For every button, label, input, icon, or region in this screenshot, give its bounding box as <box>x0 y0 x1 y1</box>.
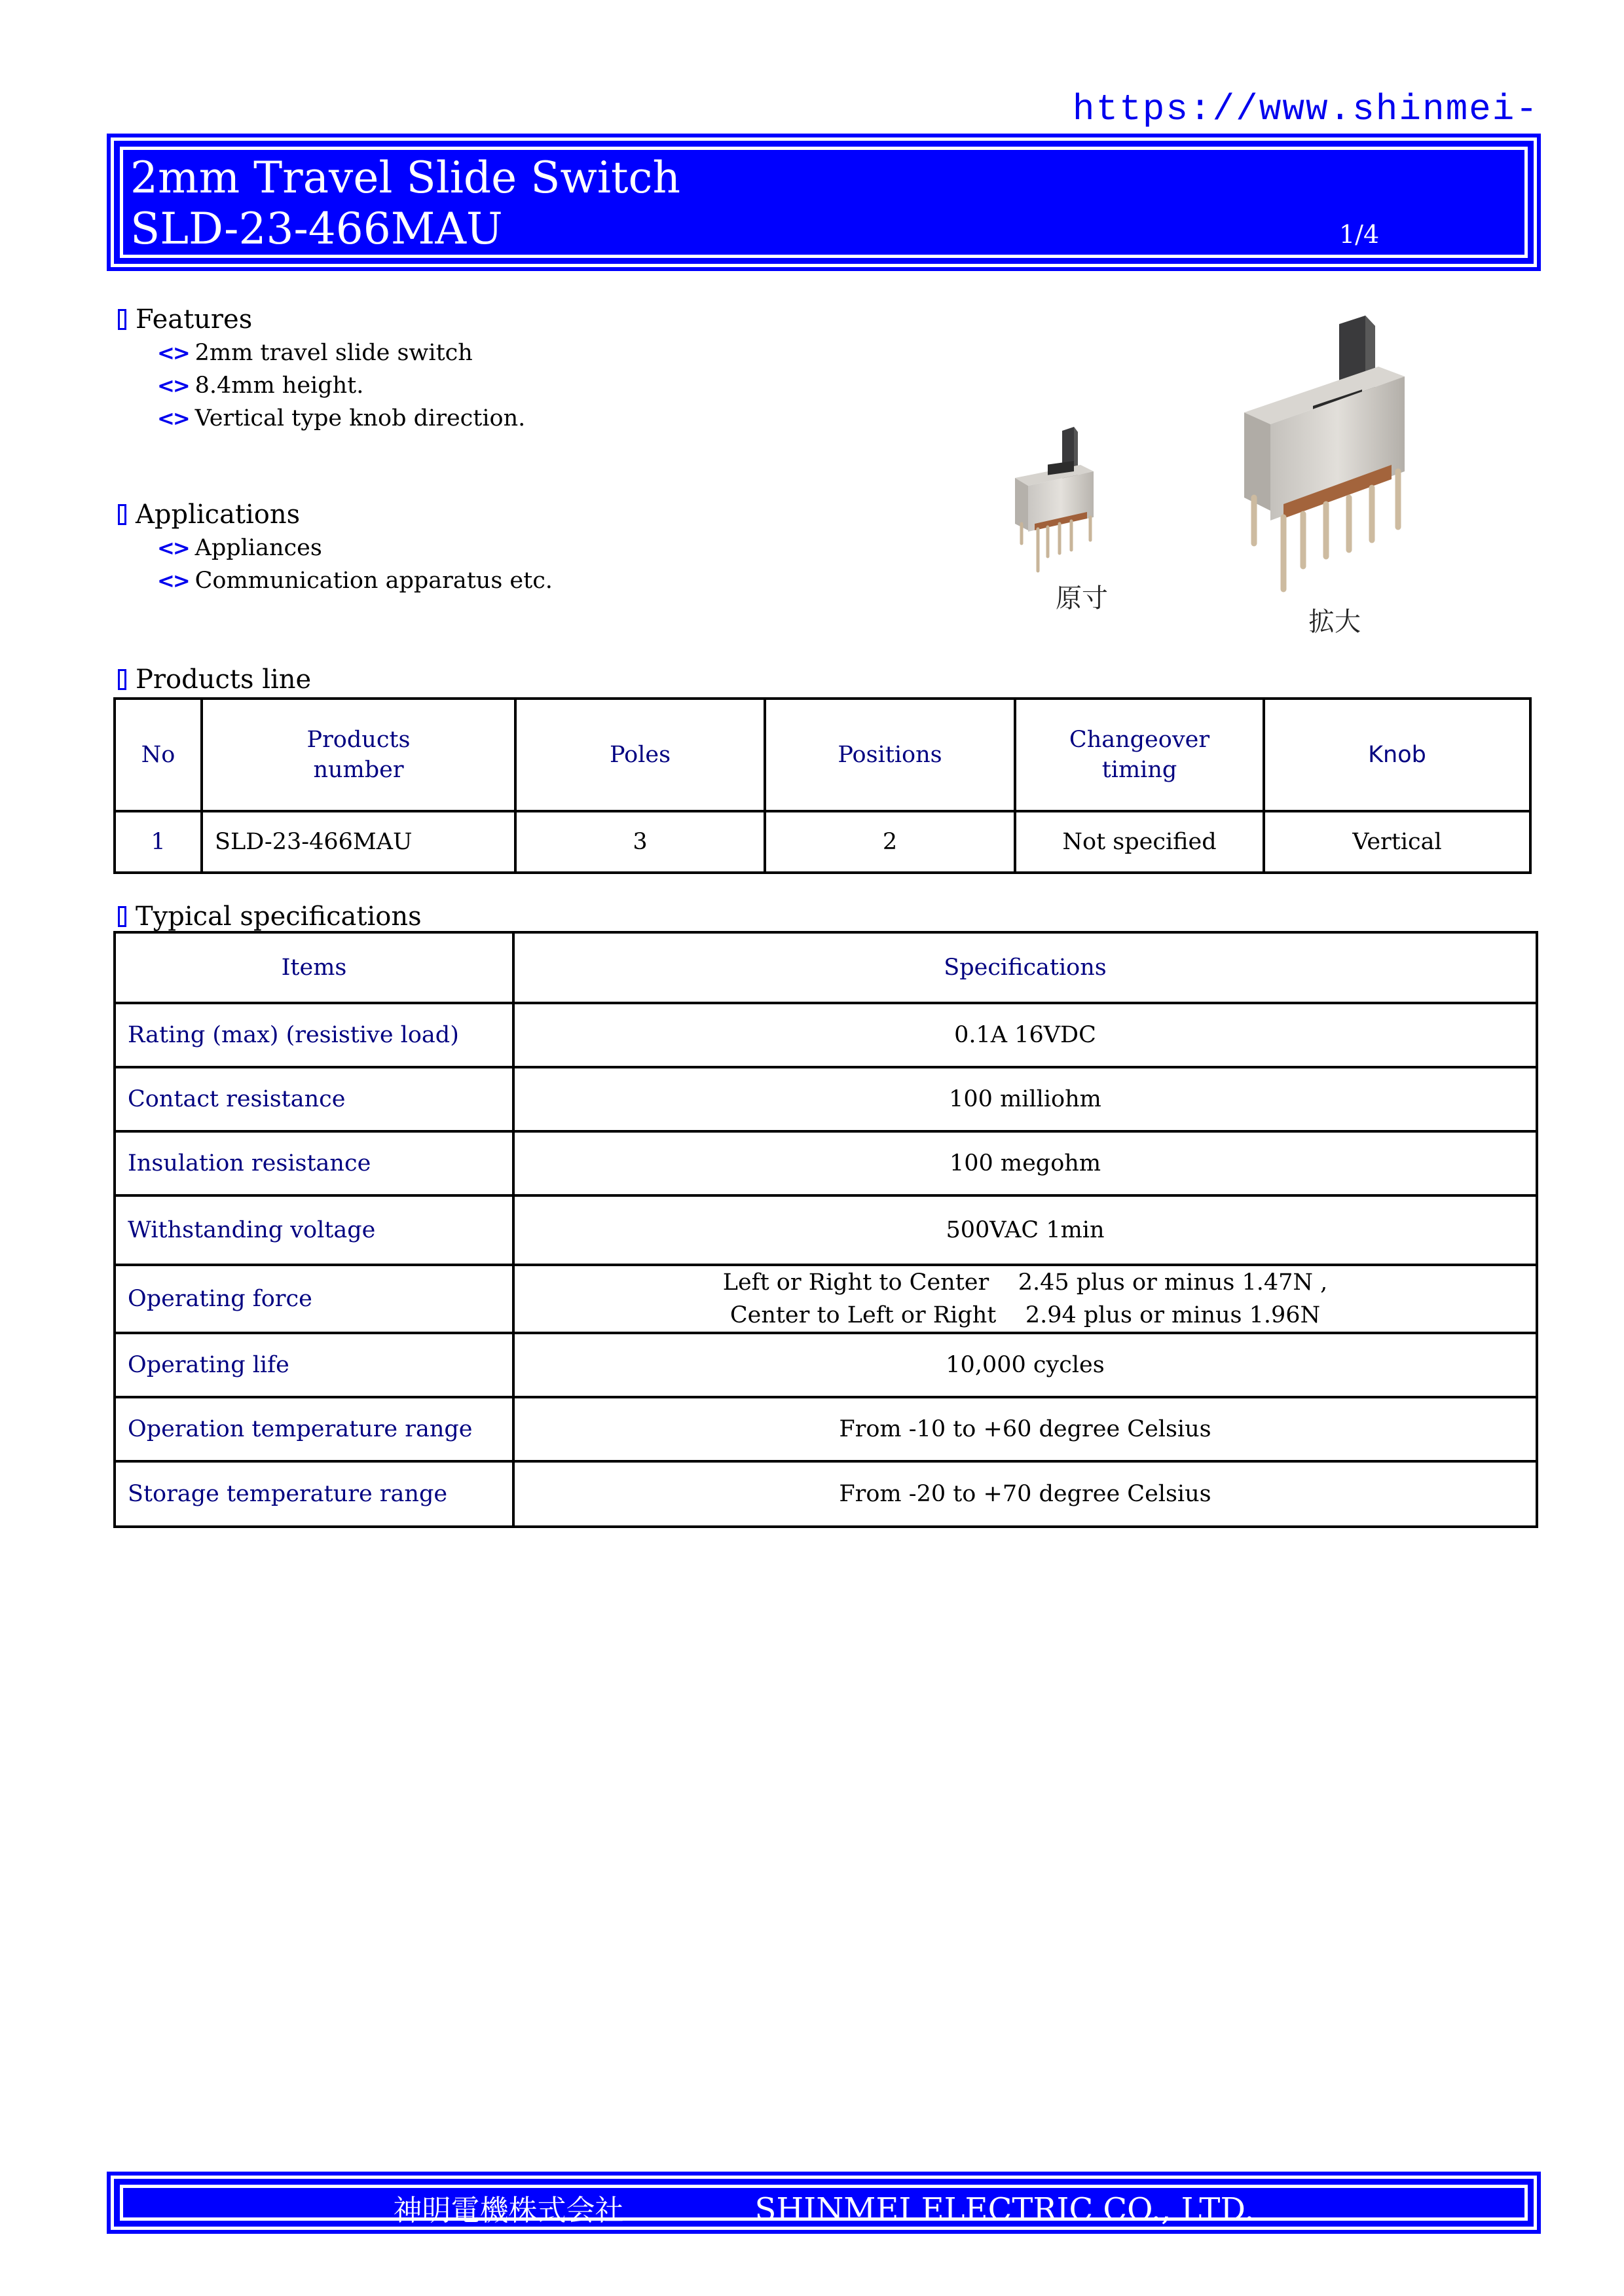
product-model: SLD-23-466MAU <box>130 204 503 254</box>
products-table <box>113 697 1532 874</box>
col-header-knob: Knob <box>1264 699 1530 811</box>
features-heading-label: Features <box>136 304 253 335</box>
specifications-table <box>113 931 1538 1528</box>
col-header-specifications: Specifications <box>513 932 1537 1003</box>
spec-value: 0.1A 16VDC <box>513 1003 1537 1067</box>
col-header-no: No <box>115 699 202 811</box>
table-row <box>115 1333 1537 1397</box>
cell-product-number: SLD-23-466MAU <box>202 811 515 873</box>
list-item <box>157 337 525 369</box>
diamond-bullet-icon: <> <box>157 340 189 365</box>
specifications-heading <box>118 901 422 932</box>
table-row <box>115 1003 1537 1067</box>
list-item <box>157 564 553 597</box>
list-item <box>157 369 525 402</box>
features-heading <box>118 304 252 335</box>
list-item <box>157 402 525 435</box>
diamond-bullet-icon: <> <box>157 568 189 593</box>
table-row <box>115 1461 1537 1527</box>
table-row <box>115 1195 1537 1265</box>
spec-value: 100 megohm <box>513 1131 1537 1195</box>
cell-changeover-timing: Not specified <box>1015 811 1264 873</box>
spec-item: Insulation resistance <box>115 1131 513 1195</box>
applications-heading <box>118 499 300 530</box>
spec-item: Operating life <box>115 1333 513 1397</box>
col-header-items: Items <box>115 932 513 1003</box>
specifications-heading-label: Typical specifications <box>136 902 422 932</box>
col-header-poles: Poles <box>515 699 765 811</box>
page-number: 1/4 <box>1339 220 1380 249</box>
feature-text: 2mm travel slide switch <box>194 340 473 366</box>
spec-value: 100 milliohm <box>513 1067 1537 1131</box>
table-row <box>115 811 1530 873</box>
application-text: Communication apparatus etc. <box>194 568 553 594</box>
table-row <box>115 1067 1537 1131</box>
table-row <box>115 1397 1537 1461</box>
website-url[interactable]: https://www.shinmei- <box>1072 88 1539 130</box>
footer-company <box>107 2187 1541 2229</box>
spec-value: 10,000 cycles <box>513 1333 1537 1397</box>
switch-photo-actual-size <box>1008 419 1139 576</box>
spec-value: Left or Right to Center 2.45 plus or minus 1.47N , Center to Left or Right 2.94 plus or minus 1.96N <box>513 1265 1537 1333</box>
spec-value: From -20 to +70 degree Celsius <box>513 1461 1537 1527</box>
spec-value: From -10 to +60 degree Celsius <box>513 1397 1537 1461</box>
cell-no: 1 <box>115 811 202 873</box>
company-name-en: SHINMEI ELECTRIC CO., LTD. <box>754 2191 1255 2228</box>
spec-item: Operation temperature range <box>115 1397 513 1461</box>
spec-item: Contact resistance <box>115 1067 513 1131</box>
col-header-changeover-timing: Changeover timing <box>1015 699 1264 811</box>
cell-positions: 2 <box>765 811 1015 873</box>
table-header-row <box>115 699 1530 811</box>
cell-knob: Vertical <box>1264 811 1530 873</box>
table-row <box>115 1131 1537 1195</box>
spec-item: Operating force <box>115 1265 513 1333</box>
col-header-products-number: Products number <box>202 699 515 811</box>
enlarged-caption: 拡大 <box>1308 607 1361 637</box>
products-line-heading-label: Products line <box>136 665 312 695</box>
section-square-icon <box>118 309 126 330</box>
feature-text: Vertical type knob direction. <box>194 405 526 431</box>
applications-list <box>157 532 553 597</box>
features-list <box>157 337 525 435</box>
application-text: Appliances <box>194 535 322 561</box>
section-square-icon <box>118 504 126 525</box>
feature-text: 8.4mm height. <box>194 373 364 399</box>
col-header-positions: Positions <box>765 699 1015 811</box>
spec-item: Rating (max) (resistive load) <box>115 1003 513 1067</box>
spec-item: Withstanding voltage <box>115 1195 513 1265</box>
applications-heading-label: Applications <box>136 500 301 530</box>
switch-photo-enlarged <box>1231 308 1480 596</box>
title-banner <box>107 134 1541 271</box>
company-name-jp: 神明電機株式会社 <box>393 2194 624 2227</box>
diamond-bullet-icon: <> <box>157 406 189 431</box>
product-title: 2mm Travel Slide Switch <box>130 153 681 203</box>
list-item <box>157 532 553 564</box>
products-line-heading <box>118 664 311 695</box>
actual-size-caption: 原寸 <box>1056 583 1108 613</box>
spec-value: 500VAC 1min <box>513 1195 1537 1265</box>
cell-poles: 3 <box>515 811 765 873</box>
section-square-icon <box>118 906 126 927</box>
table-row <box>115 1265 1537 1333</box>
footer-banner <box>107 2172 1541 2234</box>
spec-item: Storage temperature range <box>115 1461 513 1527</box>
diamond-bullet-icon: <> <box>157 536 189 560</box>
diamond-bullet-icon: <> <box>157 373 189 398</box>
section-square-icon <box>118 669 126 690</box>
table-header-row <box>115 932 1537 1003</box>
